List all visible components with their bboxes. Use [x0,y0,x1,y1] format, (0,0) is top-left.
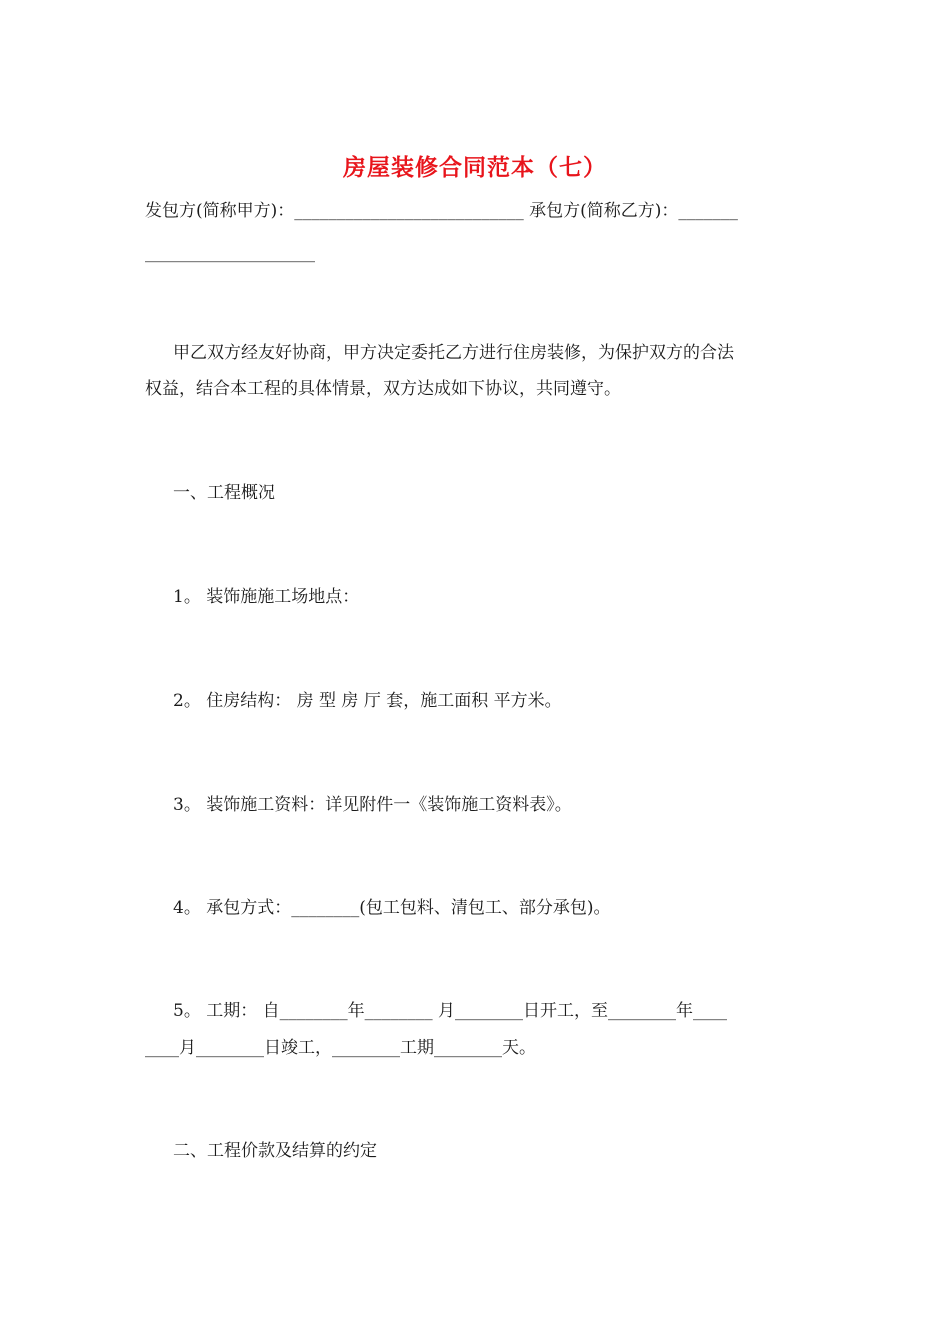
parties-line-1: 发包方(简称甲方)：___________________________ 承包方(简称乙方)：_______ [145,201,738,221]
intro-paragraph-line-2: 权益，结合本工程的具体情景，双方达成如下协议，共同遵守。 [145,379,621,399]
list-item-1: 1。 装饰施施工场地点： [173,587,360,607]
section-heading-2: 二、工程价款及结算的约定 [173,1141,377,1161]
list-item-4: 4。 承包方式：________(包工包料、清包工、部分承包)。 [173,898,611,918]
list-item-2: 2。 住房结构： 房 型 房 厅 套，施工面积 平方米。 [173,691,562,711]
list-item-5-line-1: 5。 工期： 自________年________ 月________日开工，至________年____ [173,1001,728,1021]
intro-paragraph-line-1: 甲乙双方经友好协商，甲方决定委托乙方进行住房装修，为保护双方的合法 [173,343,734,363]
parties-line-2: ____________________ [145,243,315,263]
document-title: 房屋装修合同范本（七） [343,154,607,181]
list-item-3: 3。 装饰施工资料：详见附件一《装饰施工资料表》。 [173,795,572,815]
section-heading-1: 一、工程概况 [173,483,275,503]
list-item-5-line-2: ____月________日竣工，________工期________天。 [145,1038,536,1058]
